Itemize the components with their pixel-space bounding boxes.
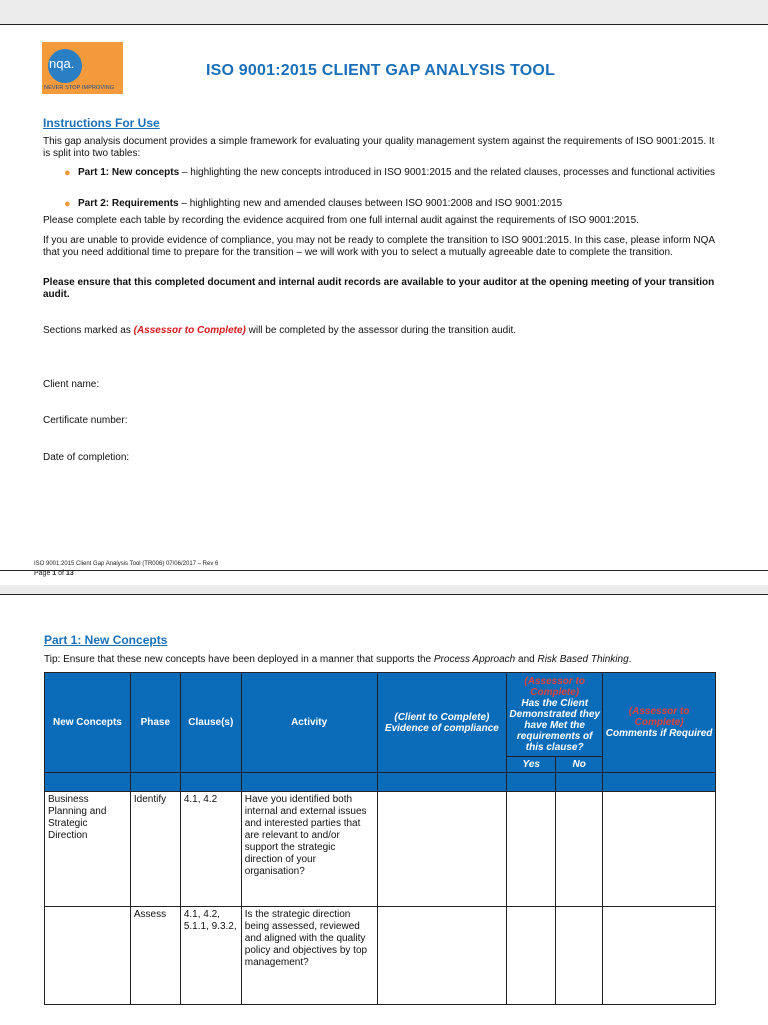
header-met-text: Has the Client Demonstrated they have Met the requirements of this clause? — [509, 698, 600, 753]
clauses-cell: 4.1, 4.2, 5.1.1, 9.3.2, — [180, 907, 241, 1005]
nqa-logo — [42, 42, 123, 94]
tip-paragraph — [44, 654, 724, 666]
header-phase: Phase — [130, 673, 180, 773]
page-2 — [0, 594, 768, 1025]
page-pre: Page — [34, 570, 53, 577]
certificate-number-label: Certificate number: — [43, 415, 128, 426]
comments-cell[interactable] — [603, 792, 716, 907]
new-concepts-table — [44, 672, 716, 1005]
bullet-dot: ● — [64, 198, 71, 210]
part2-text: – highlighting new and amended clauses between ISO 9001:2008 and ISO 9001:2015 — [178, 198, 563, 209]
sections-pre: Sections marked as — [43, 325, 134, 336]
part1-text: – highlighting the new concepts introduced in ISO 9001:2015 and the related clauses, processes and functional activities — [179, 167, 716, 178]
paragraph-evidence: If you are unable to provide evidence of compliance, you may not be ready to complete the transition to ISO 9001:2015. In this case, please inform NQA that you need additional time to prepare for the transition – we will work with you to select a mutually agreeable date to complete the transition. — [43, 235, 715, 258]
logo-text: nqa. — [49, 56, 75, 71]
header-evidence: (Client to Complete) Evidence of compliance — [377, 673, 507, 773]
bullet-part1 — [64, 167, 728, 179]
header-comments-text: Comments if Required — [605, 728, 713, 739]
no-cell[interactable] — [556, 792, 603, 907]
clauses-cell: 4.1, 4.2 — [180, 792, 241, 907]
part1-heading: Part 1: New Concepts — [44, 633, 168, 647]
client-name-label: Client name: — [43, 379, 100, 390]
part2-label: Part 2: Requirements — [78, 198, 179, 209]
concept-cell — [45, 907, 131, 1005]
header-met-requirements — [507, 673, 603, 757]
header-clauses: Clause(s) — [180, 673, 241, 773]
sections-post: will be completed by the assessor during the transition audit. — [245, 325, 517, 336]
footer-page-number — [34, 570, 74, 577]
tip-mid: and — [515, 654, 538, 665]
yes-cell[interactable] — [507, 907, 556, 1005]
logo-tagline: NEVER STOP IMPROVING — [44, 85, 115, 91]
bullet-dot: ● — [64, 167, 71, 179]
phase-cell: Assess — [130, 907, 180, 1005]
page-1 — [0, 24, 768, 585]
date-of-completion-label: Date of completion: — [43, 452, 130, 463]
header-spacer-row — [45, 773, 716, 792]
tip-pre: Tip: Ensure that these new concepts have been deployed in a manner that supports the — [44, 654, 434, 665]
evidence-input-cell[interactable] — [377, 792, 507, 907]
part1-label: Part 1: New concepts — [78, 167, 180, 178]
footer-divider — [0, 570, 768, 571]
page-mid: of — [56, 570, 66, 577]
paragraph-ensure: Please ensure that this completed document and internal audit records are available to your auditor at the opening meeting of your transition audit. — [43, 277, 715, 300]
tip-risk-based-thinking: Risk Based Thinking — [537, 654, 629, 665]
instructions-heading: Instructions For Use — [43, 116, 160, 130]
header-comments — [603, 673, 716, 773]
tip-process-approach: Process Approach — [433, 654, 516, 665]
bullet-part2 — [64, 198, 728, 210]
table-row — [45, 907, 716, 1005]
no-cell[interactable] — [556, 907, 603, 1005]
concept-cell: Business Planning and Strategic Direction — [45, 792, 131, 907]
evidence-input-cell[interactable] — [377, 907, 507, 1005]
yes-cell[interactable] — [507, 792, 556, 907]
header-met-assessor: (Assessor to Complete) — [524, 676, 585, 698]
page-total: 13 — [65, 570, 74, 577]
table-row — [45, 792, 716, 907]
page-num: 1 — [52, 570, 57, 577]
activity-cell: Have you identified both internal and external issues and interested parties that are relevant to and/or support the strategic direction of your organisation? — [241, 792, 377, 907]
activity-cell: Is the strategic direction being assessed, reviewed and aligned with the quality policy and objectives by top management? — [241, 907, 377, 1005]
paragraph-complete-table: Please complete each table by recording the evidence acquired from one full internal audit against the requirements of ISO 9001:2015. — [43, 215, 639, 226]
tip-post: . — [628, 654, 632, 665]
phase-cell: Identify — [130, 792, 180, 907]
comments-cell[interactable] — [603, 907, 716, 1005]
paragraph-sections-marked — [43, 325, 723, 337]
header-new-concepts: New Concepts — [45, 673, 131, 773]
footer-doc-ref: ISO 9001:2015 Client Gap Analysis Tool (TR006) 07/06/2017 – Rev 6 — [34, 561, 219, 567]
header-yes: Yes — [507, 757, 556, 773]
document-title: ISO 9001:2015 CLIENT GAP ANALYSIS TOOL — [206, 62, 556, 79]
header-comments-assessor: (Assessor to Complete) — [628, 706, 690, 728]
intro-paragraph: This gap analysis document provides a simple framework for evaluating your quality management system against the requirements of ISO 9001:2015. It is split into two tables: — [43, 136, 715, 159]
header-activity: Activity — [241, 673, 377, 773]
assessor-to-complete-note: (Assessor to Complete) — [133, 325, 246, 336]
header-no: No — [556, 757, 603, 773]
